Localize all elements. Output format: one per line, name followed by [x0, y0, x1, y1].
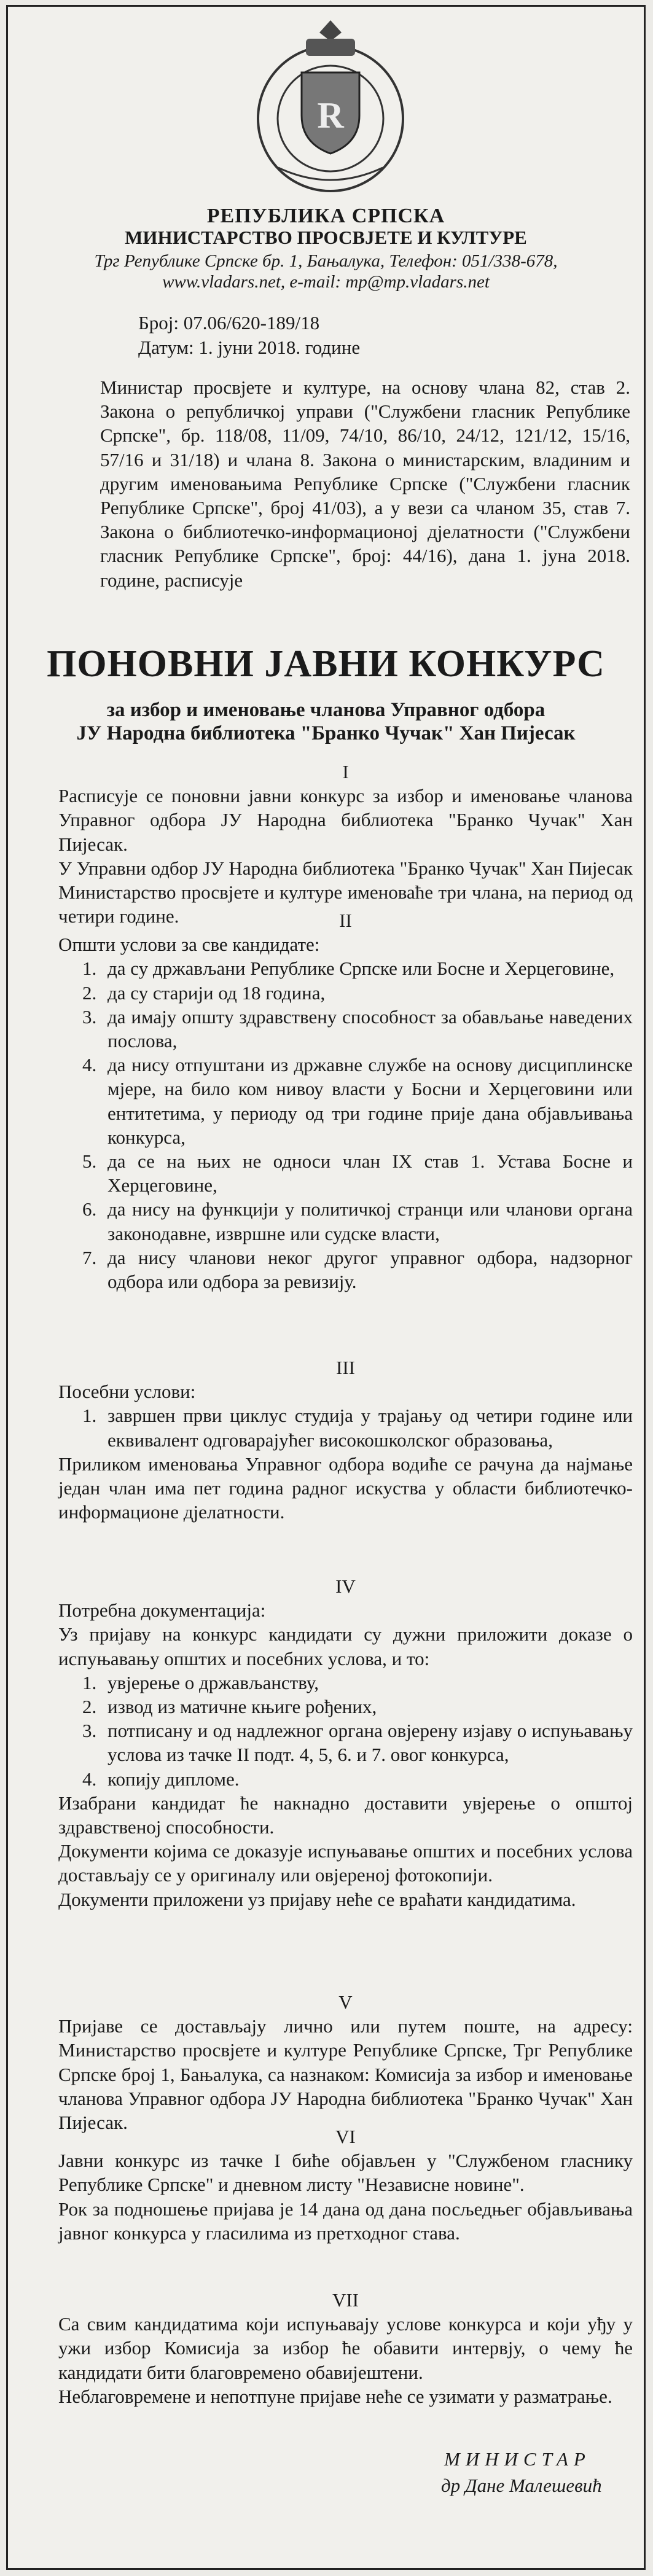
svg-text:R: R: [317, 95, 344, 136]
section-6: [58, 2125, 633, 2245]
section-3: [58, 1353, 633, 1524]
header-address: Трг Републике Српске бр. 1, Бањалука, Телефон: 051/338-678,: [94, 251, 558, 271]
section-2: [58, 908, 633, 1294]
header-republic: РЕПУБЛИКА СРПСКА: [206, 205, 445, 227]
special-conditions-list: [58, 1403, 633, 1451]
list-item: 6. да нису на функцији у политичкој странци или чланови органа законодавне, извршне или судске власти,: [101, 1197, 633, 1245]
section-7: [58, 2285, 633, 2408]
paragraph: Расписује се поновни јавни конкурс за избор и именовање чланова Управног одбора ЈУ Народна библиотека "Бранко Чучак" Хан Пијесак.: [58, 785, 633, 855]
doc-date: Датум: 1. јуни 2018. године: [138, 337, 361, 358]
header-web: www.vladars.net, e-mail: mp@mp.vladars.net: [162, 272, 490, 292]
section-number: VI: [335, 2126, 356, 2147]
subtitle-line-1: за избор и именовање чланова Управног одбора: [106, 699, 545, 721]
list-item: 4. да нису отпуштани из државне службе на основу дисциплинске мјере, на било ком нивоу власти у Босни и Херцеговини или ентитетима, у периоду од три године прије дана објављивања конкурса,: [101, 1053, 633, 1149]
list-lead: Потребна документација:: [58, 1599, 266, 1622]
list-lead: Посебни услови:: [58, 1381, 196, 1403]
intro-paragraph: Министар просвјете и културе, на основу члана 82, став 2. Закона о републичкој управи ("Службени гласник Републике Српске", бр. 118/08, 11/09, 74/10, 86/10, 24/12, 121/12, 15/16, 57/16 и 31/18) и члана 8. Закона о министарским, владиним и другим именовањима Републике Српске ("Службени гласник Републике Српске", број 41/03), а у вези са чланом 35, став 7. Закона о библиотечко-информационој дјелатности ("Службени гласник Републике Српске", број: 44/16), дана 1. јуна 2018. године, расписује: [100, 377, 630, 591]
signature-title: МИНИСТАР: [444, 2448, 591, 2470]
paragraph: Неблаговремене и непотпуне пријаве неће се узимати у разматрање.: [58, 2385, 612, 2407]
paragraph: Са свим кандидатима који испуњавају услове конкурса и који уђу у ужи избор Комисија за избор ће обавити интервју, о чему ће кандидати бити благовремено обавијештени.: [58, 2313, 633, 2383]
doc-number: Број: 07.06/620-189/18: [138, 312, 320, 334]
paragraph: Уз пријаву на конкурс кандидати су дужни приложити доказе о испуњавању општих и посебних услова, и то:: [58, 1623, 633, 1669]
paragraph: Изабрани кандидат ће накнадно доставити увјерење о општој здравственој способности.: [58, 1792, 633, 1838]
section-number: VII: [332, 2289, 359, 2311]
general-conditions-list: [58, 956, 633, 1294]
signature-name: др Дане Малешевић: [441, 2475, 602, 2496]
list-item: 3. потписану и од надлежног органа овјерену изјаву о испуњавању услова из тачке II подт. 4, 5, 6. и 7. овог конкурса,: [101, 1719, 633, 1766]
list-item: 2. да су старији од 18 година,: [101, 981, 633, 1005]
paragraph: Документи којима се доказује испуњавање општих и посебних услова достављају се у оригиналу или овјереној фотокопији.: [58, 1840, 633, 1886]
document-page: [6, 5, 646, 2570]
list-item: 1. увјерење о држављанству,: [101, 1671, 633, 1695]
paragraph: Рок за подношење пријава је 14 дана од дана посљедњег објављивања јавног конкурса у гласилима из претходног става.: [58, 2198, 633, 2244]
paragraph: Документи приложени уз пријаву неће се враћати кандидатима.: [58, 1888, 576, 1910]
list-item: 7. да нису чланови неког другог управног одбора, надзорног одбора или одбора за ревизију.: [101, 1246, 633, 1294]
section-5: [58, 1988, 633, 2134]
header-ministry: МИНИСТАРСТВО ПРОСВЈЕТЕ И КУЛТУРЕ: [125, 227, 527, 248]
section-number: I: [342, 761, 349, 783]
list-item: 5. да се на њих не односи члан IX став 1. Устава Босне и Херцеговине,: [101, 1149, 633, 1197]
section-4: [58, 1574, 633, 1911]
document-title: ПОНОВНИ ЈАВНИ КОНКУРС: [47, 643, 605, 685]
paragraph: У Управни одбор ЈУ Народна библиотека "Бранко Чучак" Хан Пијесак Министарство просвјете и културе именоваће три члана, на период од четири године.: [58, 857, 633, 927]
list-item: 4. копију дипломе.: [101, 1767, 633, 1791]
paragraph: Јавни конкурс из тачке I биће објављен у "Службеном гласнику Републике Српске" и дневном листу "Независне новине".: [58, 2150, 633, 2196]
paragraph: Приликом именовања Управног одбора водиће се рачуна да најмање један члан има пет година радног искуства у области библиотечко-информационе дјелатности.: [58, 1453, 633, 1523]
list-lead: Општи услови за све кандидате:: [58, 934, 320, 956]
section-1: [58, 757, 633, 928]
paragraph: Пријаве се достављају лично или путем поште, на адресу: Министарство просвјете и културе Републике Српске, Трг Републике Српске број 1, Бањалука, са назнаком: Комисија за избор и именовање чланова Управног одбора ЈУ Народна библиотека "Бранко Чучак" Хан Пијесак.: [58, 2015, 633, 2134]
list-item: 1. да су држављани Републике Српске или Босне и Херцеговине,: [101, 956, 633, 980]
list-item: 2. извод из матичне књиге рођених,: [101, 1695, 633, 1719]
subtitle-line-2: ЈУ Народна библиотека "Бранко Чучак" Хан Пијесак: [76, 722, 576, 744]
section-number: V: [338, 1991, 353, 2013]
list-item: 3. да имају општу здравствену способност за обављање наведених послова,: [101, 1005, 633, 1053]
list-item: 1. завршен први циклус студија у трајању од четири године или еквивалент одговарајућег високошколског образовања,: [101, 1403, 633, 1451]
documents-list: [58, 1671, 633, 1791]
section-number: III: [336, 1357, 355, 1378]
coat-of-arms-icon: [254, 14, 407, 198]
section-number: II: [339, 910, 352, 931]
section-number: IV: [335, 1575, 356, 1597]
